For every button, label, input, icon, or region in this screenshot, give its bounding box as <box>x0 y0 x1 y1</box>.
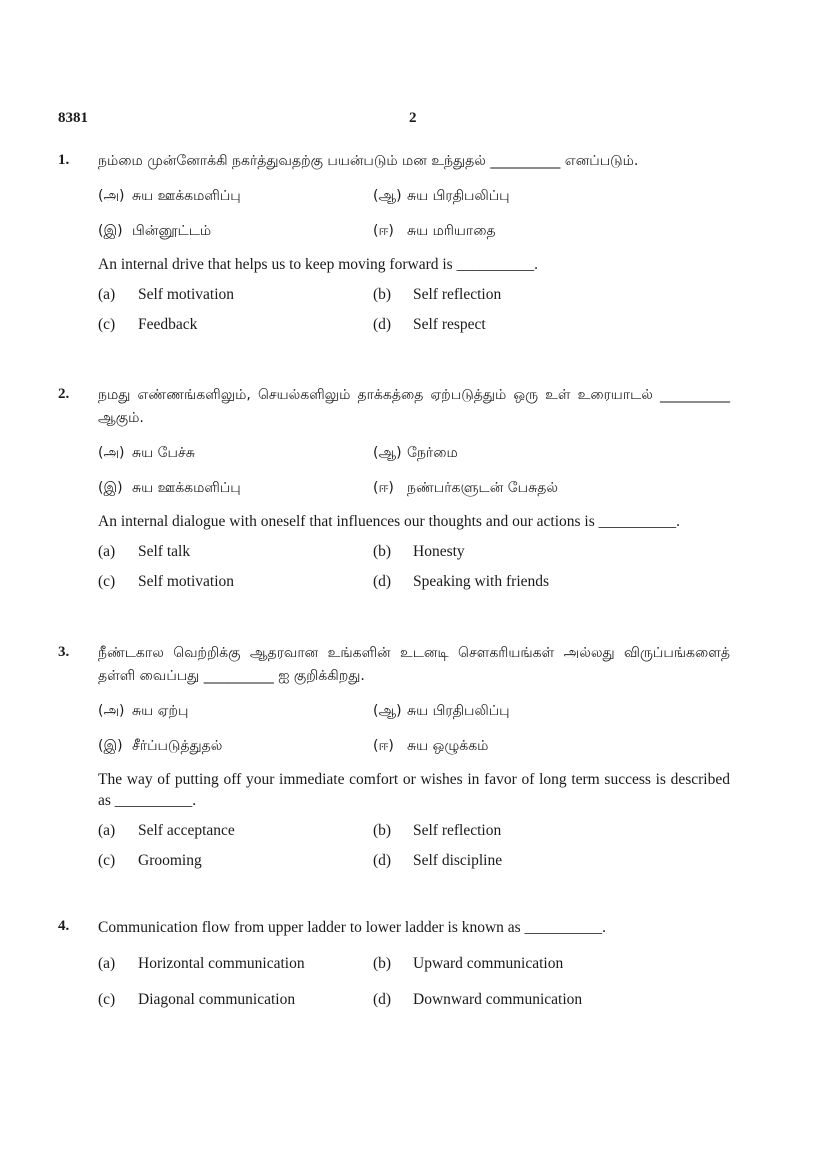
english-options-row <box>98 571 730 592</box>
page-number: 2 <box>409 110 417 126</box>
option-label: (a) <box>98 543 116 560</box>
option-text: நேர்மை <box>407 445 458 461</box>
english-options-row <box>98 284 730 305</box>
english-option <box>98 314 373 335</box>
question-number: 1. <box>58 152 70 168</box>
option-text: நண்பர்களுடன் பேசுதல் <box>407 480 558 496</box>
option-text: Downward communication <box>413 991 583 1008</box>
english-option <box>98 571 373 592</box>
tamil-option <box>373 185 648 208</box>
option-text: Self reflection <box>413 286 502 303</box>
option-label: (c) <box>98 852 116 869</box>
option-text: பின்னூட்டம் <box>132 223 212 239</box>
option-label: (இ) <box>98 738 123 754</box>
tamil-option <box>373 442 648 465</box>
english-options-row <box>98 850 730 871</box>
english-option <box>98 820 373 841</box>
question-1 <box>58 150 730 335</box>
tamil-stem: நீண்டகால வெற்றிக்கு ஆதரவான உங்களின் உடனடி சௌகரியங்கள் அல்லது விருப்பங்களைத் தள்ளி வைப்பது __________ ஐ குறிக்கிறது. <box>98 645 730 684</box>
option-label: (இ) <box>98 223 123 239</box>
tamil-option <box>98 185 373 208</box>
english-options-row <box>98 541 730 562</box>
question-4 <box>58 917 730 1010</box>
english-option <box>98 850 373 871</box>
option-text: சுய ஒழுக்கம் <box>407 738 489 754</box>
tamil-option <box>373 220 648 243</box>
english-option <box>373 953 648 974</box>
english-option <box>373 284 648 305</box>
option-label: (இ) <box>98 480 123 496</box>
option-text: Self motivation <box>138 286 235 303</box>
tamil-stem: நமது எண்ணங்களிலும், செயல்களிலும் தாக்கத்தை ஏற்படுத்தும் ஒரு உள் உரையாடல் __________ ஆகும். <box>98 387 730 426</box>
english-stem: An internal dialogue with oneself that influences our thoughts and our actions is __________. <box>98 513 680 530</box>
option-label: (அ) <box>98 445 125 461</box>
tamil-options-row <box>98 442 730 465</box>
option-label: (ஈ) <box>373 223 394 239</box>
option-text: சுய மரியாதை <box>407 223 496 239</box>
english-options-row <box>98 953 730 974</box>
english-option <box>373 541 648 562</box>
tamil-option <box>373 735 648 758</box>
tamil-option <box>373 700 648 723</box>
option-label: (ஆ) <box>373 188 402 204</box>
option-text: Self acceptance <box>138 822 235 839</box>
english-option <box>98 541 373 562</box>
tamil-option <box>373 477 648 500</box>
option-text: சுய பிரதிபலிப்பு <box>407 703 510 719</box>
tamil-option <box>98 735 373 758</box>
english-stem: Communication flow from upper ladder to lower ladder is known as __________. <box>98 919 606 936</box>
option-text: சுய ஏற்பு <box>132 703 189 719</box>
english-option <box>98 284 373 305</box>
option-label: (d) <box>373 316 392 333</box>
option-label: (d) <box>373 852 392 869</box>
option-text: Self talk <box>138 543 191 560</box>
tamil-option <box>98 220 373 243</box>
english-stem: The way of putting off your immediate comfort or wishes in favor of long term success is described as __________. <box>98 771 730 809</box>
english-option <box>373 989 648 1010</box>
option-text: சீர்ப்படுத்துதல் <box>132 738 223 754</box>
tamil-option <box>98 700 373 723</box>
option-text: Self reflection <box>413 822 502 839</box>
tamil-options-row <box>98 735 730 758</box>
question-3 <box>58 642 730 871</box>
english-stem: An internal drive that helps us to keep moving forward is __________. <box>98 256 538 273</box>
tamil-option <box>98 442 373 465</box>
tamil-options-row <box>98 700 730 723</box>
option-text: Self discipline <box>413 852 503 869</box>
option-text: Speaking with friends <box>413 573 550 590</box>
tamil-options-row <box>98 185 730 208</box>
option-label: (a) <box>98 286 116 303</box>
option-label: (b) <box>373 543 392 560</box>
option-label: (d) <box>373 573 392 590</box>
english-option <box>373 571 648 592</box>
option-label: (c) <box>98 316 116 333</box>
question-number: 2. <box>58 386 70 402</box>
english-option <box>373 850 648 871</box>
english-options-row <box>98 820 730 841</box>
english-options-row <box>98 314 730 335</box>
option-label: (ஆ) <box>373 445 402 461</box>
option-text: Horizontal communication <box>138 955 305 972</box>
option-text: சுய ஊக்கமளிப்பு <box>132 480 241 496</box>
tamil-stem: நம்மை முன்னோக்கி நகர்த்துவதற்கு பயன்படும் மன உந்துதல் __________ எனப்படும். <box>98 153 639 169</box>
english-option <box>98 989 373 1010</box>
option-text: Self motivation <box>138 573 235 590</box>
english-option <box>373 314 648 335</box>
english-option <box>98 953 373 974</box>
option-label: (d) <box>373 991 392 1008</box>
option-text: Diagonal communication <box>138 991 296 1008</box>
option-text: Upward communication <box>413 955 564 972</box>
option-text: Self respect <box>413 316 486 333</box>
option-label: (அ) <box>98 703 125 719</box>
option-text: சுய பிரதிபலிப்பு <box>407 188 510 204</box>
option-text: சுய பேச்சு <box>132 445 195 461</box>
option-label: (c) <box>98 573 116 590</box>
option-label: (a) <box>98 822 116 839</box>
option-label: (c) <box>98 991 116 1008</box>
tamil-options-row <box>98 477 730 500</box>
english-option <box>373 820 648 841</box>
option-label: (b) <box>373 955 392 972</box>
english-options-row <box>98 989 730 1010</box>
question-2 <box>58 384 730 592</box>
option-label: (அ) <box>98 188 125 204</box>
option-text: Honesty <box>413 543 465 560</box>
option-label: (b) <box>373 822 392 839</box>
option-label: (ஆ) <box>373 703 402 719</box>
question-number: 4. <box>58 918 70 934</box>
option-label: (b) <box>373 286 392 303</box>
question-number: 3. <box>58 644 70 660</box>
tamil-option <box>98 477 373 500</box>
option-label: (a) <box>98 955 116 972</box>
option-label: (ஈ) <box>373 738 394 754</box>
option-text: Grooming <box>138 852 202 869</box>
option-text: சுய ஊக்கமளிப்பு <box>132 188 241 204</box>
option-text: Feedback <box>138 316 198 333</box>
tamil-options-row <box>98 220 730 243</box>
paper-code: 8381 <box>58 110 88 126</box>
option-label: (ஈ) <box>373 480 394 496</box>
